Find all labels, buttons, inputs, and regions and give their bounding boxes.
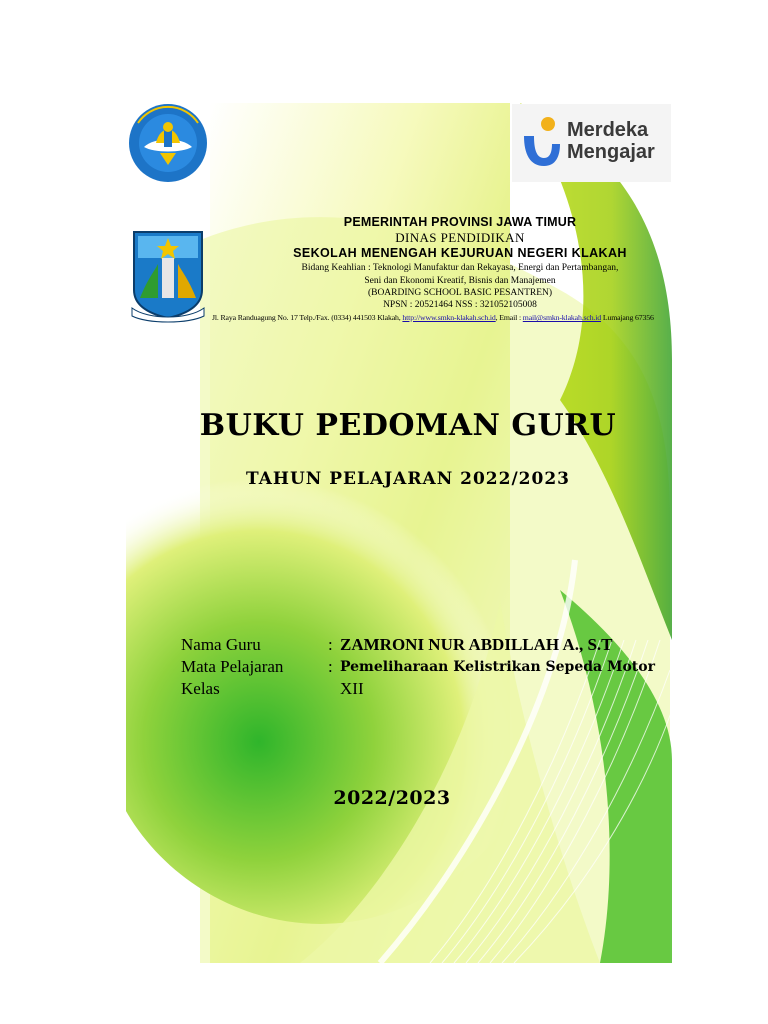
info-separator: :: [328, 635, 333, 654]
tut-wuri-handayani-logo: [126, 103, 210, 183]
header-address: [212, 313, 672, 322]
info-label: Mata Pelajaran: [181, 657, 284, 676]
merdeka-mengajar-logo: [512, 104, 671, 182]
info-separator: :: [328, 657, 333, 676]
address-suffix: Lumajang 67356: [602, 313, 654, 322]
website-link[interactable]: http://www.smkn-klakah.sch.id: [402, 313, 496, 322]
header-expertise: Bidang Keahlian : Teknologi Manufaktur dan Rekayasa, Energi dan Pertambangan,: [301, 263, 619, 273]
address-prefix: Jl. Raya Randuagung No. 17 Telp./Fax. (0334) 441503 Klakah,: [212, 313, 401, 322]
header-npsn: NPSN : 20521464 NSS : 321052105008: [383, 300, 537, 310]
document-title: BUKU PEDOMAN GURU: [199, 408, 617, 443]
merdeka-line1: Merdeka: [567, 119, 649, 141]
header-expertise-cont: Seni dan Ekonomi Kreatif, Bisnis dan Manajemen: [364, 276, 556, 286]
email-prefix: , Email :: [495, 313, 521, 322]
info-label: Kelas: [181, 679, 220, 698]
header-school-name: SEKOLAH MENENGAH KEJURUAN NEGERI KLAKAH: [293, 246, 627, 260]
header-department: DINAS PENDIDIKAN: [395, 230, 525, 245]
merdeka-line2: Mengajar: [567, 141, 655, 163]
header-boarding: (BOARDING SCHOOL BASIC PESANTREN): [367, 288, 553, 298]
info-value: Pemeliharaan Kelistrikan Sepeda Motor: [340, 659, 655, 675]
email-link[interactable]: mail@smkn-klakah.sch.id: [522, 313, 602, 322]
info-value: XII: [340, 679, 364, 698]
cover-year: 2022/2023: [333, 787, 451, 809]
info-value: ZAMRONI NUR ABDILLAH A., S.T: [340, 635, 613, 654]
academic-year-subtitle: TAHUN PELAJARAN 2022/2023: [246, 469, 570, 489]
info-label: Nama Guru: [181, 635, 261, 654]
header-province: PEMERINTAH PROVINSI JAWA TIMUR: [343, 215, 577, 229]
